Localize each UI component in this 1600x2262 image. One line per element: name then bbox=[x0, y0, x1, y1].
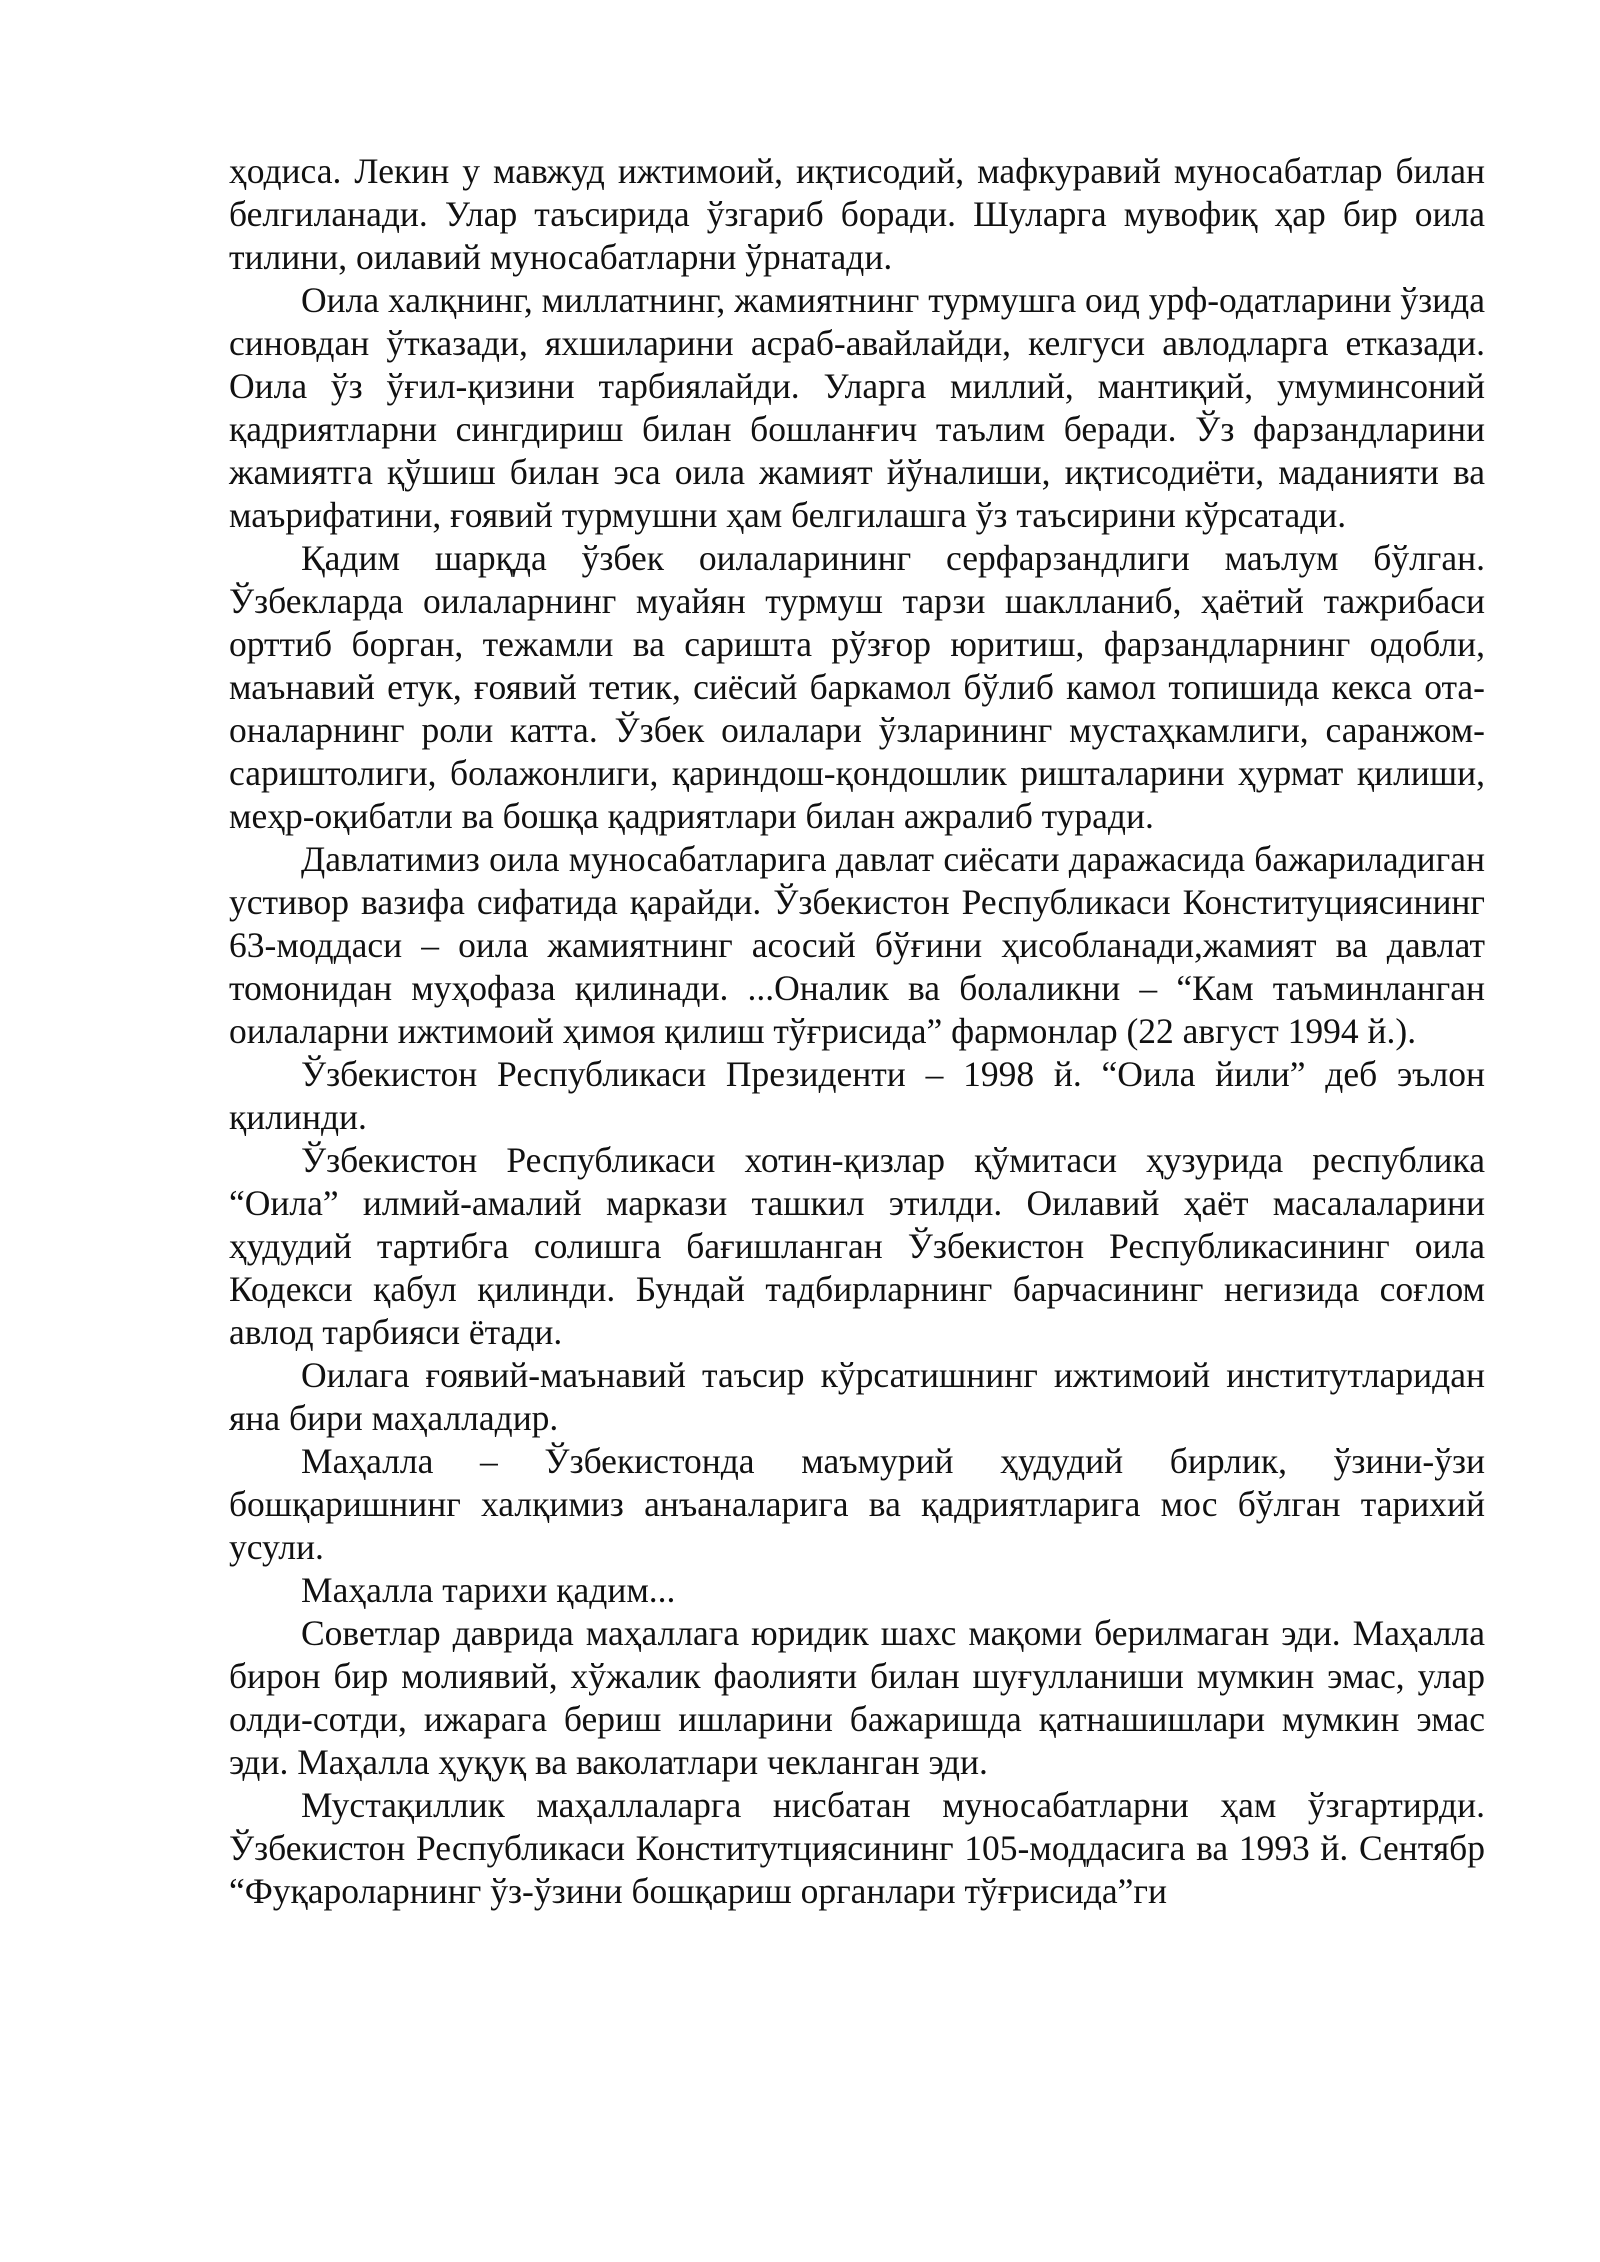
paragraph-10: Советлар даврида маҳаллага юридик шахс мақоми берилмаган эди. Маҳалла бирон бир молиявий, хўжалик фаолияти билан шуғулланиши мумкин эмас, улар олди-сотди, ижарага бериш ишларини бажаришда қатнашишлари мумкин эмас эди. Маҳалла ҳуқуқ ва ваколатлари чекланган эди. bbox=[229, 1613, 1485, 1782]
paragraph-1: ҳодиса. Лекин у мавжуд ижтимоий, иқтисодий, мафкуравий муносабатлар билан белгиланади. Улар таъсирида ўзгариб боради. Шуларга мувофиқ ҳар бир оила тилини, оилавий муносабатларни ўрнатади. bbox=[229, 151, 1485, 277]
paragraph-3: Қадим шарқда ўзбек оилаларининг серфарзандлиги маълум бўлган. Ўзбекларда оилаларнинг муайян турмуш тарзи шаклланиб, ҳаётий тажрибаси орттиб борган, тежамли ва саришта рўзғор юритиш, фарзандларнинг одобли, маънавий етук, ғоявий тетик, сиёсий баркамол бўлиб камол топишида кекса ота-оналарнинг роли катта. Ўзбек оилалари ўзларининг мустаҳкамлиги, саранжом-сариштолиги, болажонлиги, қариндош-қондошлик ришталарини ҳурмат қилиши, меҳр-оқибатли ва бошқа қадриятлари билан ажралиб туради. bbox=[229, 538, 1485, 836]
paragraph-9: Маҳалла тарихи қадим... bbox=[301, 1570, 676, 1610]
paragraph-11: Мустақиллик маҳаллаларга нисбатан муносабатларни ҳам ўзгартирди. Ўзбекистон Республикаси Конститутциясининг 105-моддасига ва 1993 й. Сентябр “Фуқароларнинг ўз-ўзини бошқариш органлари тўғрисида”ги bbox=[229, 1785, 1485, 1911]
paragraph-8: Маҳалла – Ўзбекистонда маъмурий ҳудудий бирлик, ўзини-ўзи бошқаришнинг халқимиз анъаналарига ва қадриятларига мос бўлган тарихий усули. bbox=[229, 1441, 1485, 1567]
paragraph-7: Оилага ғоявий-маънавий таъсир кўрсатишнинг ижтимоий институтларидан яна бири маҳалладир. bbox=[229, 1355, 1485, 1438]
paragraph-4: Давлатимиз оила муносабатларига давлат сиёсати даражасида бажариладиган устивор вазифа сифатида қарайди. Ўзбекистон Республикаси Конституциясининг 63-моддаси – оила жамиятнинг асосий бўғини ҳисобланади,жамият ва давлат томонидан муҳофаза қилинади. ...Оналик ва болаликни – “Кам таъминланган оилаларни ижтимоий ҳимоя қилиш тўғрисида” фармонлар (22 август 1994 й.). bbox=[229, 839, 1485, 1051]
paragraph-2: Оила халқнинг, миллатнинг, жамиятнинг турмушга оид урф-одатларини ўзида синовдан ўтказади, яхшиларини асраб-авайлайди, келгуси авлодларга етказади. Оила ўз ўғил-қизини тарбиялайди. Уларга миллий, мантиқий, умуминсоний қадриятларни сингдириш билан бошланғич таълим беради. Ўз фарзандларини жамиятга қўшиш билан эса оила жамият йўналиши, иқтисодиёти, маданияти ва маърифатини, ғоявий турмушни ҳам белгилашга ўз таъсирини кўрсатади. bbox=[229, 280, 1485, 535]
document-body bbox=[229, 150, 1485, 1913]
paragraph-5: Ўзбекистон Республикаси Президенти – 1998 й. “Оила йили” деб эълон қилинди. bbox=[229, 1054, 1485, 1137]
paragraph-6: Ўзбекистон Республикаси хотин-қизлар қўмитаси ҳузурида республика “Оила” илмий-амалий маркази ташкил этилди. Оилавий ҳаёт масалаларини ҳудудий тартибга солишга бағишланган Ўзбекистон Республикасининг оила Кодекси қабул қилинди. Бундай тадбирларнинг барчасининг негизида соғлом авлод тарбияси ётади. bbox=[229, 1140, 1485, 1352]
